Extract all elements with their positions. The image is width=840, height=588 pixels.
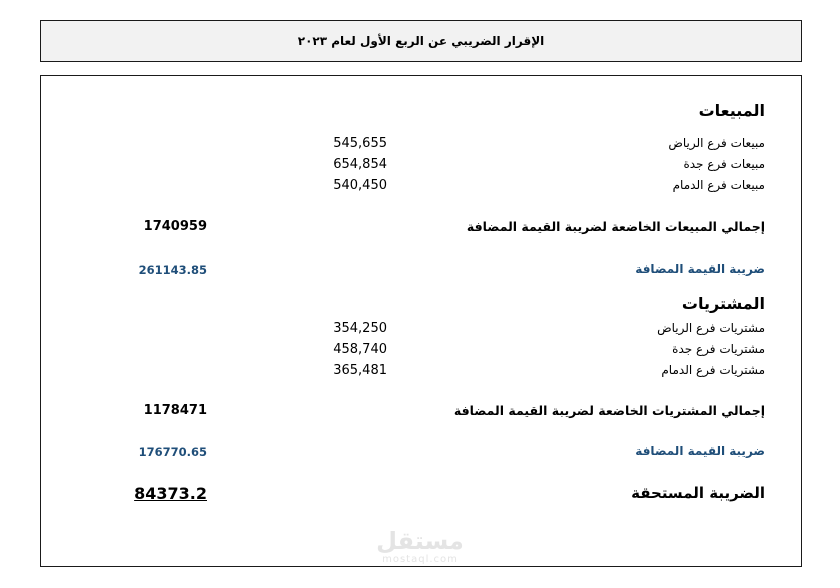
- tax-due-value: 84373.2: [134, 484, 207, 503]
- report-title: الإقرار الضريبي عن الربع الأول لعام ٢٠٢٣: [297, 34, 545, 48]
- purchases-item-label: مشتريات فرع جدة: [672, 342, 765, 356]
- sales-heading: المبيعات: [698, 101, 765, 120]
- purchases-item-value: 458,740: [333, 342, 387, 357]
- purchases-heading: المشتريات: [681, 294, 765, 313]
- purchases-item-label: مشتريات فرع الدمام: [661, 363, 765, 377]
- purchases-item-value: 365,481: [333, 363, 387, 378]
- sales-item-label: مبيعات فرع جدة: [683, 157, 765, 171]
- purchases-total-label: إجمالي المشتريات الخاضعة لضريبة القيمة المضافة: [453, 403, 765, 418]
- sales-total-label: إجمالي المبيعات الخاضعة لضريبة القيمة المضافة: [466, 219, 765, 234]
- report-title-bar: [40, 20, 802, 62]
- purchases-vat-value: 176770.65: [138, 445, 207, 459]
- purchases-item-value: 354,250: [333, 321, 387, 336]
- sales-total-value: 1740959: [143, 219, 207, 234]
- watermark-url: mostaql.com: [382, 554, 458, 565]
- sales-item-label: مبيعات فرع الدمام: [672, 178, 765, 192]
- purchases-item-label: مشتريات فرع الرياض: [657, 321, 765, 335]
- tax-due-label: الضريبة المستحقة: [631, 484, 765, 502]
- report-body: [40, 75, 802, 567]
- watermark-text: مستقل: [376, 527, 464, 555]
- sales-item-label: مبيعات فرع الرياض: [668, 136, 765, 150]
- sales-item-value: 545,655: [333, 136, 387, 151]
- sales-vat-label: ضريبة القيمة المضافة: [635, 262, 765, 276]
- purchases-total-value: 1178471: [143, 403, 207, 418]
- sales-vat-value: 261143.85: [138, 263, 207, 277]
- purchases-vat-label: ضريبة القيمة المضافة: [635, 444, 765, 458]
- sales-item-value: 654,854: [333, 157, 387, 172]
- sales-item-value: 540,450: [333, 178, 387, 193]
